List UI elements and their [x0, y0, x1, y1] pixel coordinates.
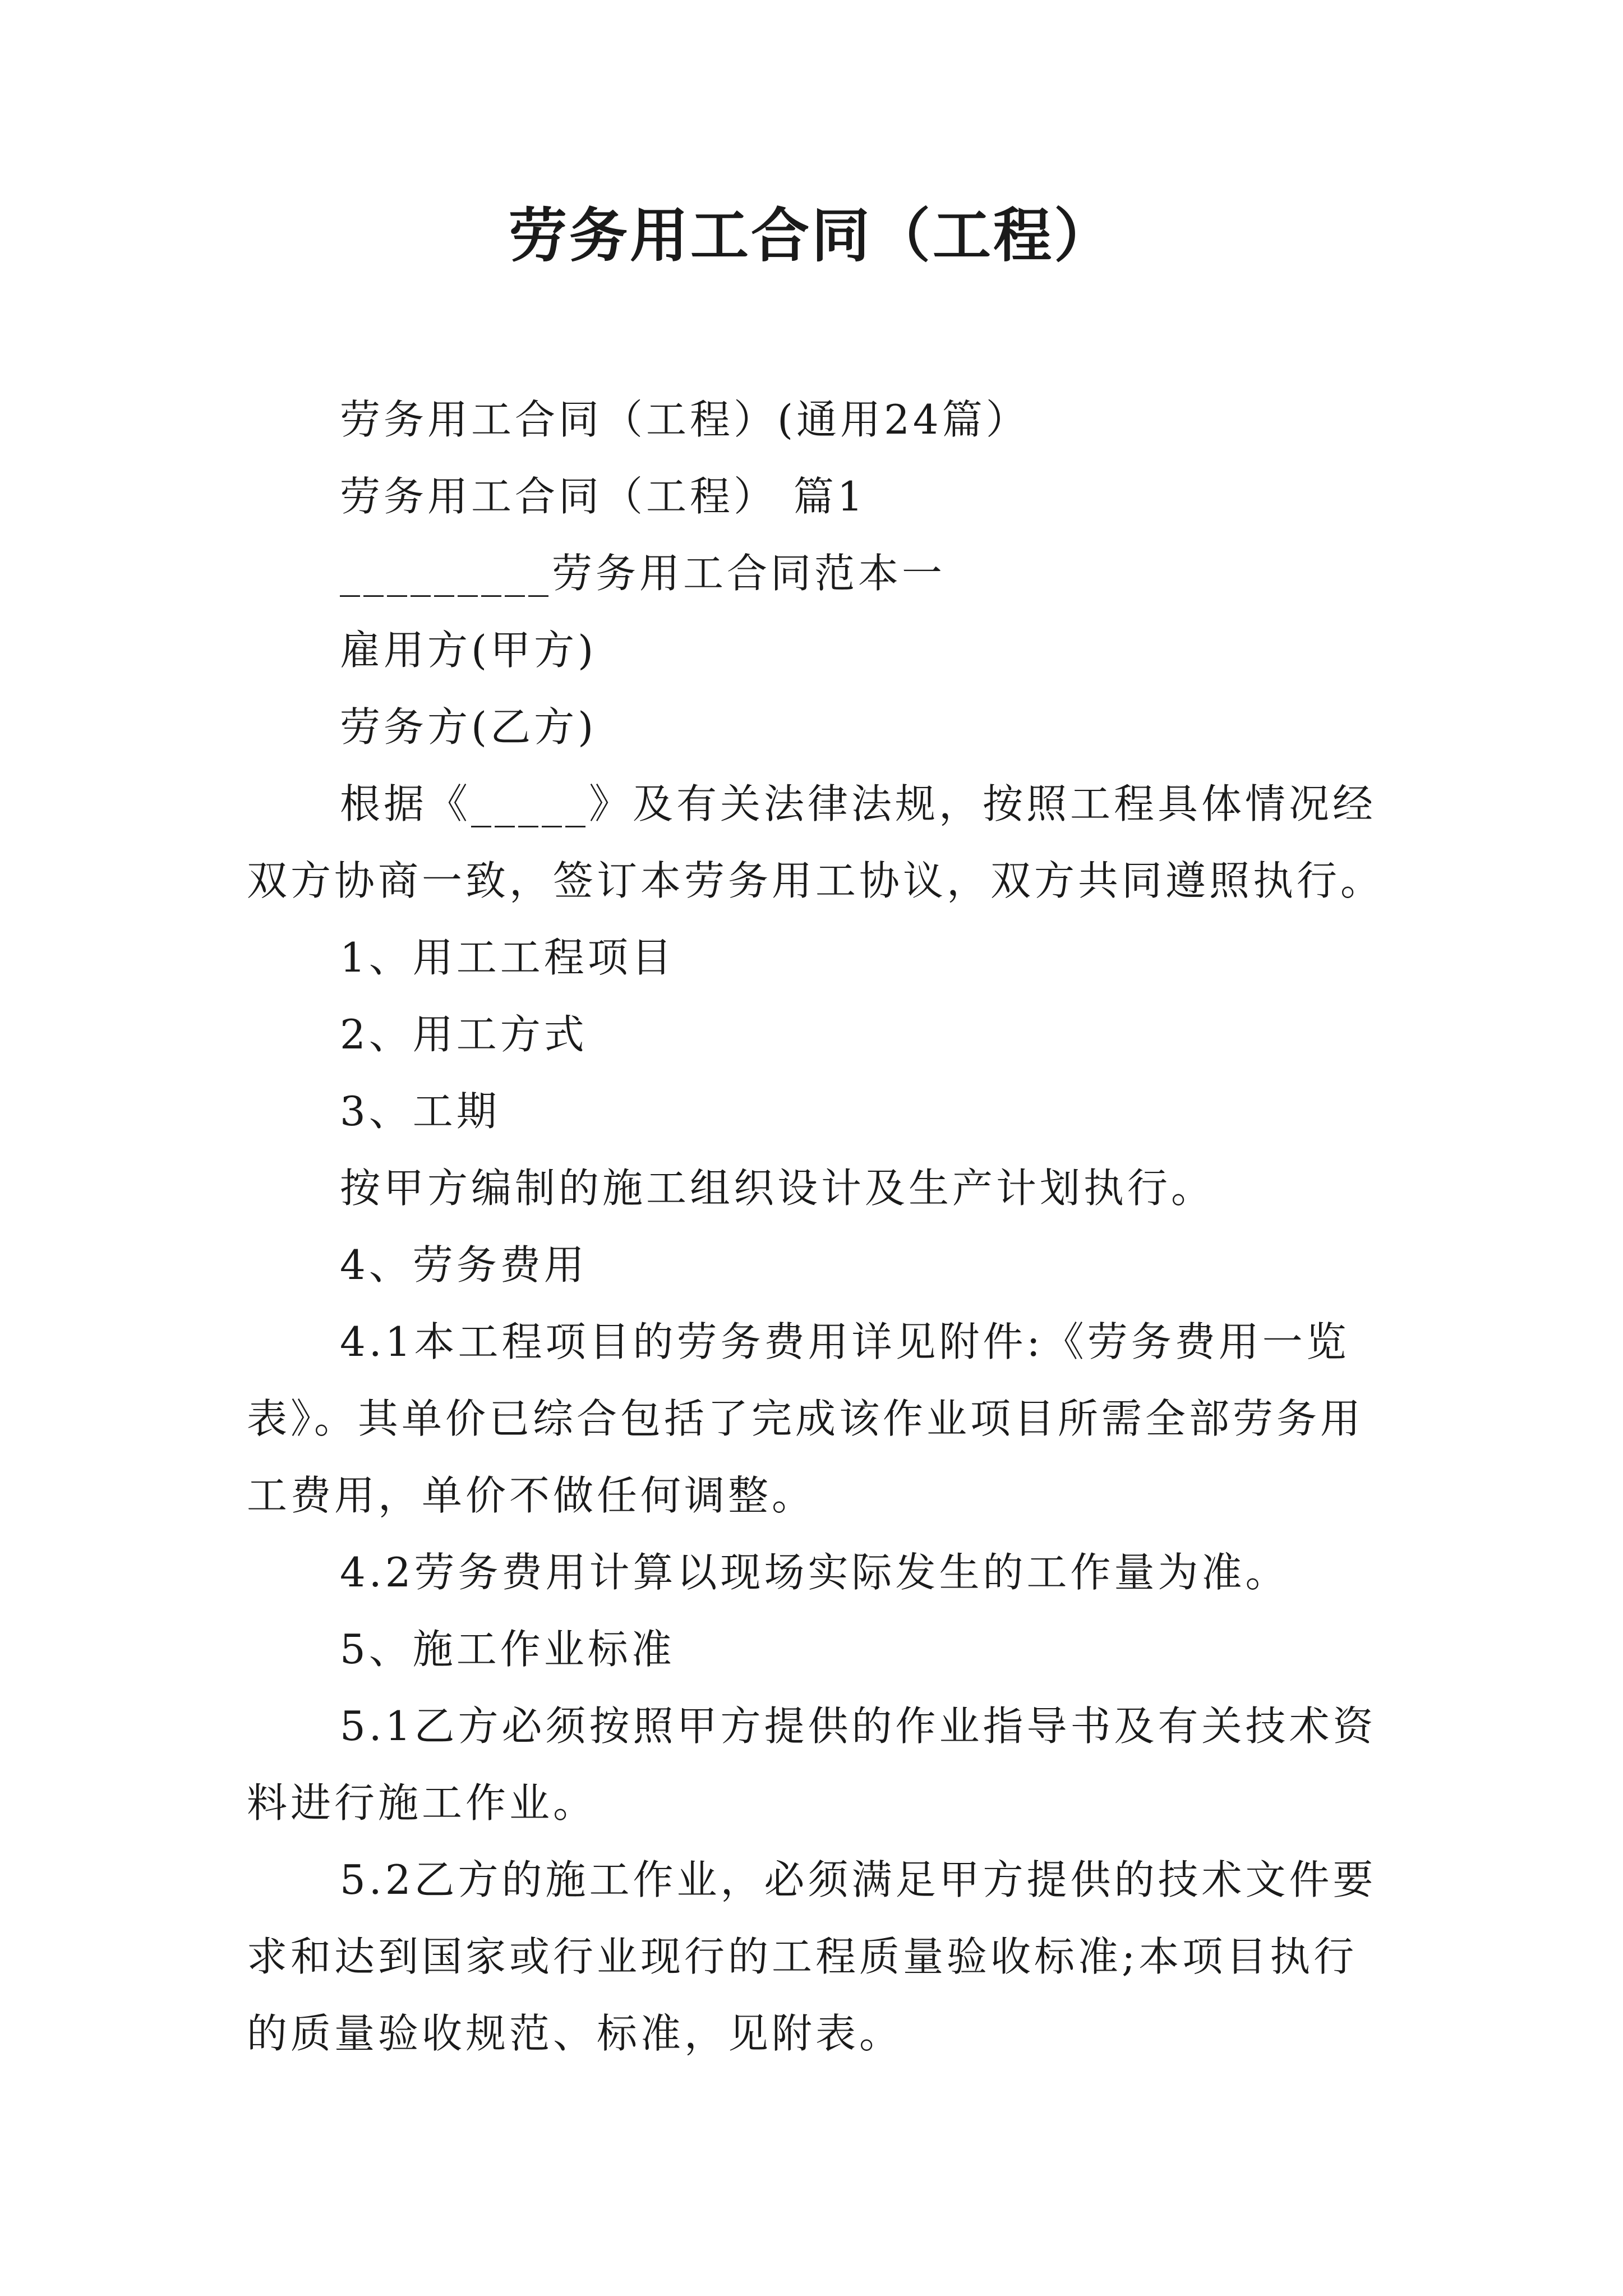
- paragraph-line: 5、施工作业标准: [340, 1626, 675, 1673]
- paragraph-line: 根据《_____》及有关法律法规，按照工程具体情况经: [340, 780, 1377, 827]
- paragraph-line: 的质量验收规范、标准，见附表。: [247, 2010, 903, 2057]
- paragraph-line: 4、劳务费用: [340, 1241, 588, 1289]
- paragraph-line: _________劳务用工合同范本一: [340, 550, 946, 597]
- paragraph-line: 双方协商一致，签订本劳务用工协议，双方共同遵照执行。: [247, 857, 1385, 904]
- paragraph-line: 劳务方(乙方): [340, 703, 597, 751]
- paragraph-line: 工费用，单价不做任何调整。: [247, 1472, 816, 1519]
- paragraph-line: 5.1乙方必须按照甲方提供的作业指导书及有关技术资: [340, 1703, 1377, 1750]
- document-body: [247, 381, 1385, 2072]
- paragraph-line: 劳务用工合同（工程） 篇1: [340, 473, 866, 520]
- paragraph-line: 求和达到国家或行业现行的工程质量验收标准;本项目执行: [247, 1933, 1358, 1980]
- paragraph-line: 料进行施工作业。: [247, 1779, 597, 1826]
- paragraph-line: 5.2乙方的施工作业，必须满足甲方提供的技术文件要: [340, 1856, 1377, 1903]
- paragraph-line: 1、用工工程项目: [340, 934, 675, 981]
- paragraph-line: 按甲方编制的施工组织设计及生产计划执行。: [340, 1165, 1215, 1212]
- paragraph-line: 劳务用工合同（工程）(通用24篇）: [340, 396, 1030, 443]
- paragraph-line: 4.1本工程项目的劳务费用详见附件:《劳务费用一览: [340, 1318, 1350, 1365]
- paragraph-line: 4.2劳务费用计算以现场实际发生的工作量为准。: [340, 1549, 1289, 1596]
- paragraph-line: 雇用方(甲方): [340, 627, 597, 674]
- paragraph-line: 表》。其单价已综合包括了完成该作业项目所需全部劳务用: [247, 1395, 1364, 1442]
- document-title: 劳务用工合同（工程）: [508, 201, 1114, 270]
- paragraph-line: 2、用工方式: [340, 1011, 588, 1058]
- paragraph-line: 3、工期: [340, 1088, 500, 1135]
